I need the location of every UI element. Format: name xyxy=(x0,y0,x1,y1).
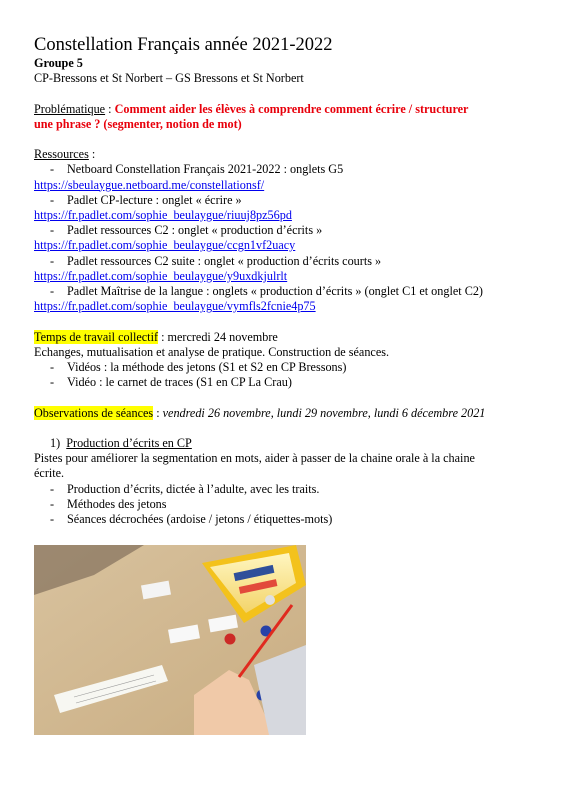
resources-heading: Ressources : xyxy=(34,147,96,162)
document-page xyxy=(34,34,534,527)
section-1-desc-2: écrite. xyxy=(34,466,65,481)
problem-label: Problématique xyxy=(34,101,106,116)
problem-line-1: Problématique : Comment aider les élèves à comprendre comment écrire / structurer xyxy=(34,101,469,116)
resource-link[interactable]: https://fr.padlet.com/sophie_beulaygue/vymfls2fcnie4p75 xyxy=(34,299,316,314)
collective-desc: Echanges, mutualisation et analyse de pratique. Construction de séances. xyxy=(34,344,390,359)
classroom-photo-illustration xyxy=(34,545,306,735)
resource-item: - Padlet Maîtrise de la langue : onglets « production d’écrits » (onglet C1 et onglet C2) xyxy=(34,284,534,299)
classroom-photo xyxy=(34,545,306,735)
video-item: - Vidéos : la méthode des jetons (S1 et S2 en CP Bressons) xyxy=(34,360,534,375)
observations-label: Observations de séances xyxy=(34,405,154,420)
resource-link[interactable]: https://fr.padlet.com/sophie_beulaygue/ccgn1vf2uacy xyxy=(34,238,296,253)
resource-item: - Padlet CP-lecture : onglet « écrire » xyxy=(34,193,534,208)
video-item: - Vidéo : le carnet de traces (S1 en CP La Crau) xyxy=(34,375,534,390)
observation-dates: vendredi 26 novembre, lundi 29 novembre, lundi 6 décembre 2021 xyxy=(162,405,486,420)
schools-line: CP-Bressons et St Norbert – GS Bressons et St Norbert xyxy=(34,71,304,86)
section-1-heading: 1) Production d’écrits en CP xyxy=(50,436,192,450)
collective-line: Temps de travail collectif : mercredi 24 novembre xyxy=(34,329,278,344)
resource-link[interactable]: https://fr.padlet.com/sophie_beulaygue/riuuj8pz56pd xyxy=(34,208,292,222)
document-title: Constellation Français année 2021-2022 xyxy=(34,35,333,55)
section-1-item: - Méthodes des jetons xyxy=(34,497,534,512)
resource-link[interactable]: https://sbeulaygue.netboard.me/constellationsf/ xyxy=(34,177,265,192)
resource-item: - Padlet ressources C2 : onglet « production d’écrits » xyxy=(34,223,534,238)
observations-line: Observations de séances : vendredi 26 novembre, lundi 29 novembre, lundi 6 décembre 2021 xyxy=(34,405,486,420)
section-1-desc-1: Pistes pour améliorer la segmentation en mots, aider à passer de la chaine orale à la chaine xyxy=(34,451,475,466)
section-1-item: - Séances décrochées (ardoise / jetons / étiquettes-mots) xyxy=(34,512,534,527)
resource-link[interactable]: https://fr.padlet.com/sophie_beulaygue/y9uxdkjulrlt xyxy=(34,268,288,283)
section-1-item: - Production d’écrits, dictée à l’adulte, avec les traits. xyxy=(34,482,534,497)
problem-text: Comment aider les élèves à comprendre comment écrire / structurer xyxy=(114,101,469,116)
problem-line-2: une phrase ? (segmenter, notion de mot) xyxy=(34,116,242,131)
resource-item: - Netboard Constellation Français 2021-2022 : onglets G5 xyxy=(34,162,534,177)
group-label: Groupe 5 xyxy=(34,56,83,70)
resource-item: - Padlet ressources C2 suite : onglet « production d’écrits courts » xyxy=(34,254,534,269)
collective-label: Temps de travail collectif xyxy=(34,329,159,344)
